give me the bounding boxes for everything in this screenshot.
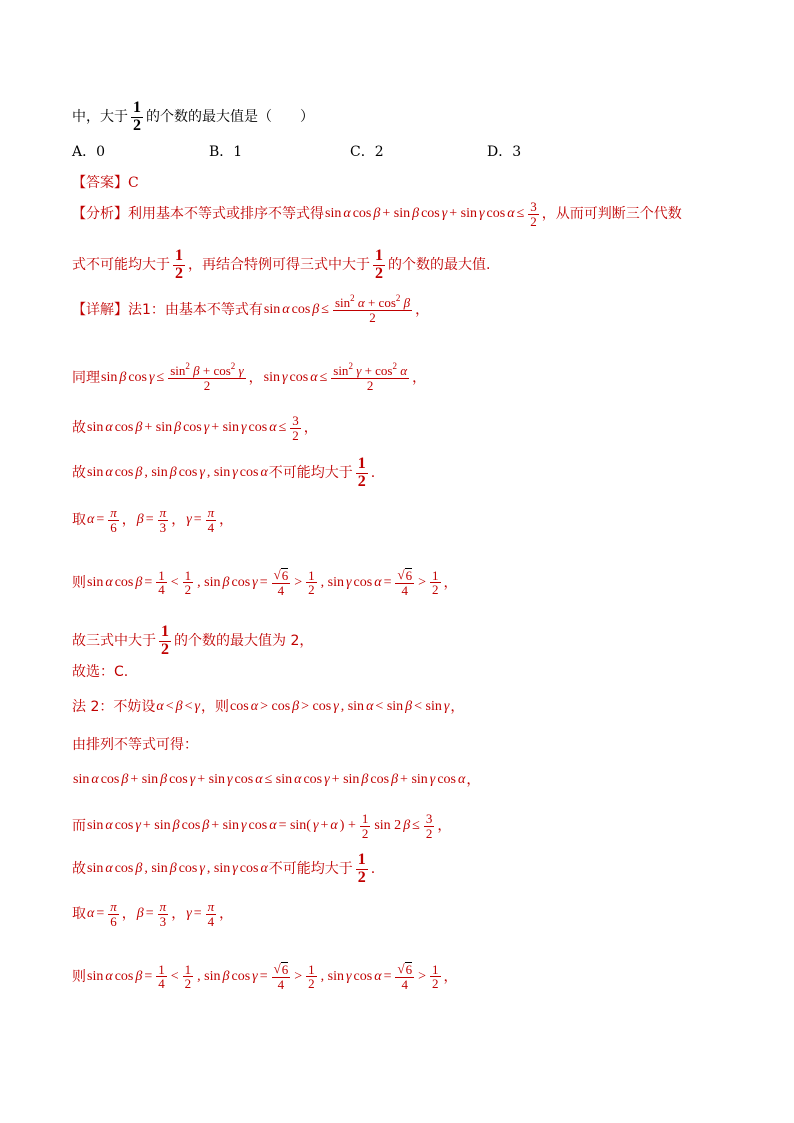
analysis-line-1: 【分析】 利用基本不等式或排序不等式得 sin α cos β + sin β cos γ + sin γ cos α ≤ $\frac{3}{2}$ ，从而可判断三个代数 bbox=[72, 199, 682, 229]
question-prefix: 中，大于 bbox=[72, 109, 128, 126]
method2-line-4: 而 sin α cos γ + sin β cos β + sin γ cos α = sin( γ + α ) + $\frac{1}{2}$ sin 2 β ≤ $\frac{3}{2}$ ， bbox=[72, 811, 452, 841]
choice-d: D．3 bbox=[487, 144, 522, 160]
analysis-line-2: 式不可能均大于 $\frac{1}{2}$ ，再结合特例可得三式中大于 $\frac{1}{2}$ 的个数的最大值. bbox=[72, 247, 491, 282]
detail-line-2: 同理 sin β cos γ ≤ $\frac{\sin^2 \beta + \cos^2 \gamma}{2}$ ， sin γ cos α ≤ $\frac{\sin^2 \gamma + \cos^2 \alpha}{2}$ ， bbox=[72, 361, 427, 393]
choice-c: C．2 bbox=[350, 144, 384, 160]
analysis-tag: 【分析】 bbox=[72, 206, 128, 223]
detail-line-6: 则 sin α cos β = $\frac{1}{4}$ < $\frac{1}{2}$ , sin β cos γ = √ 6 4 > $\frac{1}{2}$ , sin γ cos α = √ 6 4 > $\frac{1}{2}$ ， bbox=[72, 567, 458, 598]
answer-line bbox=[72, 176, 754, 190]
detail-tag: 【详解】 bbox=[72, 302, 128, 319]
method2-line-7: 则 sin α cos β = $\frac{1}{4}$ < $\frac{1}{2}$ , sin β cos γ = √ 6 4 > $\frac{1}{2}$ , sin γ cos α = √ 6 4 > $\frac{1}{2}$ ， bbox=[72, 961, 458, 992]
half-fraction: $\frac{1}{2}$ bbox=[133, 99, 141, 134]
method2-line-2: 由排列不等式可得： bbox=[72, 737, 198, 753]
detail-line-7: 故三式中大于 $\frac{1}{2}$ 的个数的最大值为 2， bbox=[72, 623, 314, 658]
detail-choose-1: 故选：C. bbox=[72, 664, 129, 680]
detail-line-4: 故 sin α cos β , sin β cos γ , sin γ cos α 不可能均大于 $\frac{1}{2}$ . bbox=[72, 455, 376, 490]
method2-line-3: sin α cos β + sin β cos γ + sin γ cos α ≤ sin α cos γ + sin β cos β + sin γ cos α ， bbox=[73, 772, 481, 788]
question-suffix: 的个数的最大值是（ ） bbox=[146, 109, 314, 126]
choice-a: A．0 bbox=[72, 144, 106, 160]
answer-value: C bbox=[128, 175, 139, 191]
method2-line-6: 取 α = $\frac{\pi}{6}$ ， β = $\frac{\pi}{3}$ ， γ = $\frac{\pi}{4}$ ， bbox=[72, 899, 234, 929]
question-line bbox=[72, 100, 754, 135]
choice-b: B．1 bbox=[209, 144, 243, 160]
method2-line-1: 法 2：不妨设 α < β < γ ，则 cos α > cos β > cos γ , sin α < sin β < sin γ ， bbox=[72, 699, 465, 715]
detail-line-5: 取 α = $\frac{\pi}{6}$ ， β = $\frac{\pi}{3}$ ， γ = $\frac{\pi}{4}$ ， bbox=[72, 505, 234, 535]
detail-line-1: 【详解】 法1：由基本不等式有 sin α cos β ≤ $\frac{\sin^2 \alpha + \cos^2 \beta}{2}$ ， bbox=[72, 293, 430, 325]
method2-line-5: 故 sin α cos β , sin β cos γ , sin γ cos α 不可能均大于 $\frac{1}{2}$ . bbox=[72, 851, 376, 886]
detail-line-3: 故 sin α cos β + sin β cos γ + sin γ cos α ≤ $\frac{3}{2}$ ， bbox=[72, 413, 318, 443]
answer-tag: 【答案】 bbox=[72, 175, 128, 191]
choices-row bbox=[72, 145, 754, 161]
